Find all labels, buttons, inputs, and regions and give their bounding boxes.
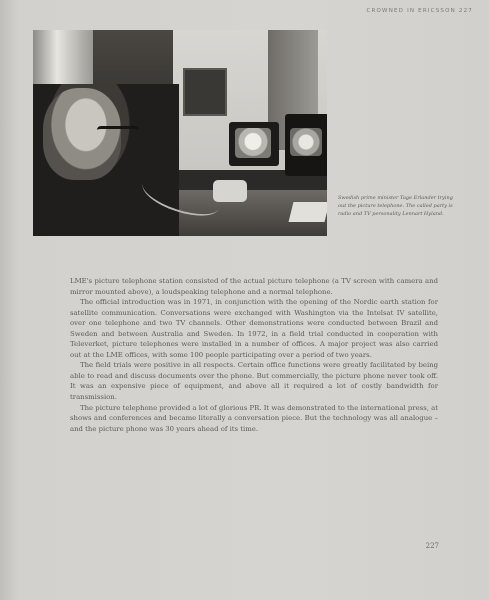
body-text xyxy=(70,276,438,434)
paragraph: The field trials were positive in all respects. Certain office functions were greatly facilitated by being able to read and discuss documents over the phone. But commercially, the picture phone never took off. It was an expensive piece of equipment, and above all it required a lot of costly bandwidth for transmission. xyxy=(70,361,438,402)
wall-painting xyxy=(183,68,227,116)
eyeglasses xyxy=(97,126,139,139)
telephone xyxy=(213,180,247,202)
paper-sheet xyxy=(289,202,327,222)
paragraph: LME's picture telephone station consisted of the actual picture telephone (a TV screen with camera and mirror mounted above), a loudspeaking telephone and a normal telephone. xyxy=(70,277,438,296)
running-header: CROWNED IN ERICSSON 227 xyxy=(366,8,473,14)
photograph xyxy=(33,30,327,236)
monitor-screen xyxy=(235,128,271,158)
monitor-screen xyxy=(290,128,322,156)
paragraph: The picture telephone provided a lot of glorious PR. It was demonstrated to the international press, at shows and conferences and became literally a conversation piece. But the technology was all analogue – and the picture phone was 30 years ahead of its time. xyxy=(70,403,438,433)
tv-monitor-right xyxy=(285,114,327,176)
paragraph: The official introduction was in 1971, in conjunction with the opening of the Nordic earth station for satellite communication. Conversations were exchanged with Washington via the Intelsat IV satellite, over one telephone and two TV channels. Other demonstrations were conducted between Brazil and Sweden and between Australia and Sweden. In 1972, in a field trial conducted in cooperation with Televerket, picture telephones were installed in a number of offices. A major project was also carried out at the LME offices, with some 100 people participating over a period of two years. xyxy=(70,298,438,359)
page-number: 227 xyxy=(425,542,439,550)
photo-caption: Swedish prime minister Tage Erlander trying out the picture telephone. The called party is radio and TV personality Lennart Hyland. xyxy=(338,195,453,217)
tv-monitor-left xyxy=(229,122,279,166)
